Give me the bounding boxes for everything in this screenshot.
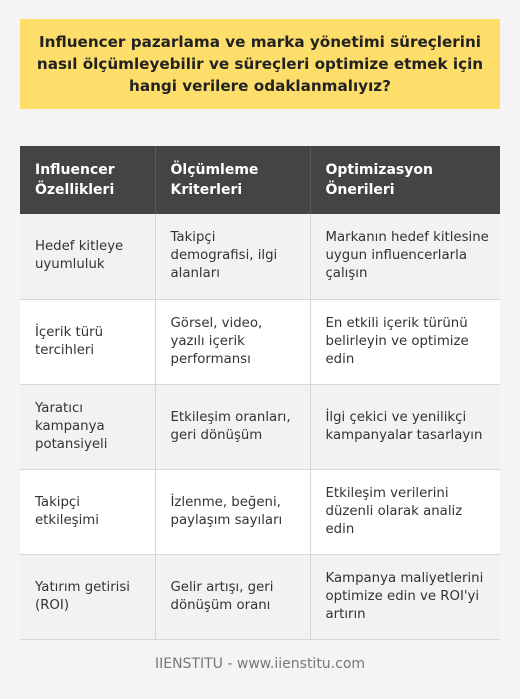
table-cell: Takipçi demografisi, ilgi alanları — [155, 214, 310, 299]
table-cell: Etkileşim oranları, geri dönüşüm — [155, 384, 310, 469]
table-row — [20, 554, 500, 639]
table-cell: Etkileşim verilerini düzenli olarak analiz edin — [310, 469, 500, 554]
table-cell: Hedef kitleye uyumluluk — [20, 214, 155, 299]
table-cell: Yaratıcı kampanya potansiyeli — [20, 384, 155, 469]
table-row — [20, 299, 500, 384]
table-cell: İzlenme, beğeni, paylaşım sayıları — [155, 469, 310, 554]
table-cell: Gelir artışı, geri dönüşüm oranı — [155, 554, 310, 639]
table-cell: Kampanya maliyetlerini optimize edin ve ROI'yi artırın — [310, 554, 500, 639]
table-cell: Görsel, video, yazılı içerik performansı — [155, 299, 310, 384]
comparison-table — [20, 146, 500, 640]
table-row — [20, 469, 500, 554]
table-cell: Takipçi etkileşimi — [20, 469, 155, 554]
title-banner — [20, 19, 500, 109]
table-cell: İçerik türü tercihleri — [20, 299, 155, 384]
table-cell: Yatırım getirisi (ROI) — [20, 554, 155, 639]
table-header-row — [20, 146, 500, 214]
table-row — [20, 384, 500, 469]
column-header-measurement-criteria: Ölçümleme Kriterleri — [155, 146, 310, 214]
footer-credit: IIENSTITU - www.iienstitu.com — [154, 656, 366, 672]
table-row — [20, 214, 500, 299]
column-header-optimization-suggestions: Optimizasyon Önerileri — [310, 146, 500, 214]
column-header-influencer-features: Influencer Özellikleri — [20, 146, 155, 214]
page-title: Influencer pazarlama ve marka yönetimi süreçlerini nasıl ölçümleyebilir ve süreçleri optimize etmek için hangi verilere odaklanmalıyız? — [36, 33, 484, 95]
table-cell: İlgi çekici ve yenilikçi kampanyalar tasarlayın — [310, 384, 500, 469]
table-cell: En etkili içerik türünü belirleyin ve optimize edin — [310, 299, 500, 384]
table-cell: Markanın hedef kitlesine uygun influencerlarla çalışın — [310, 214, 500, 299]
